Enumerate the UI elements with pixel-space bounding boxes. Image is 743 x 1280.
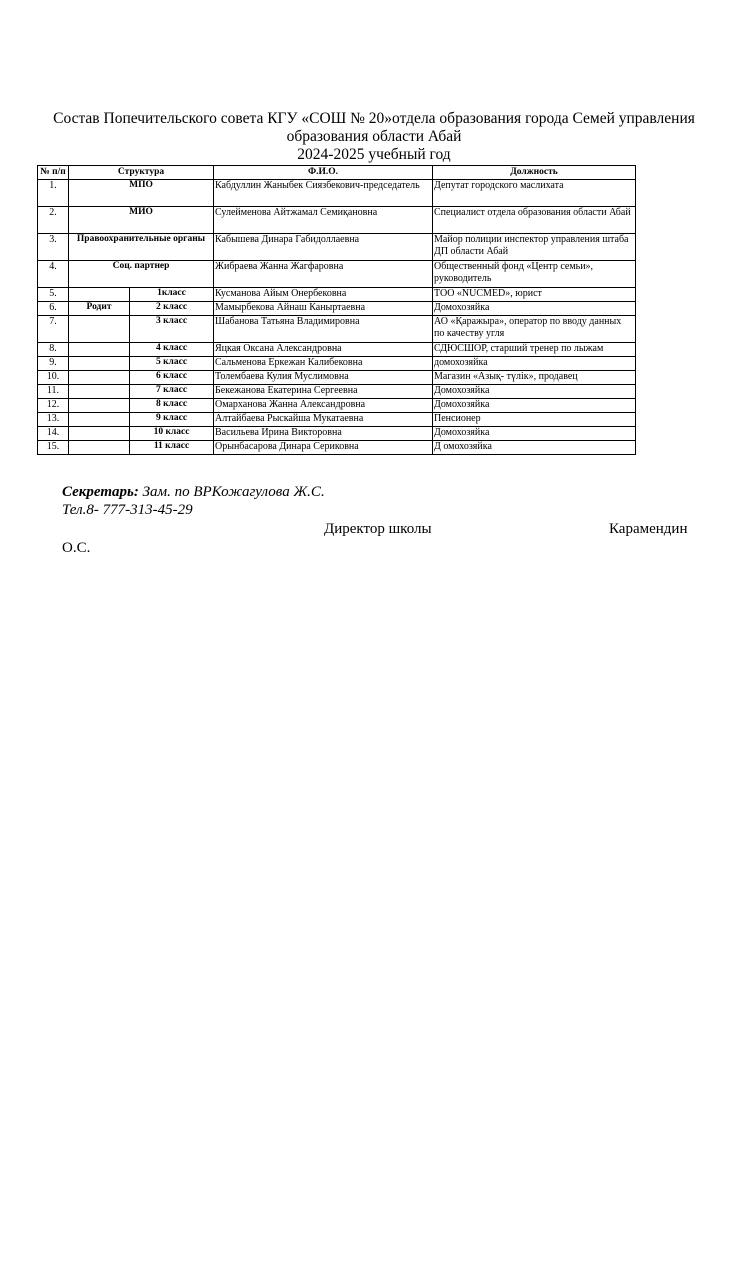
row-position: АО «Қаражыра», оператор по вводу данных по качеству угля	[433, 316, 636, 343]
row-fio: Жибраева Жанна Жагфаровна	[214, 261, 433, 288]
table-row	[38, 288, 636, 302]
header-structure: Структура	[69, 166, 214, 180]
row-number: 11.	[38, 385, 69, 399]
row-group: Родит	[69, 302, 130, 316]
row-fio: Сулейменова Айтжамал Семиқановна	[214, 207, 433, 234]
row-class: 5 класс	[130, 357, 214, 371]
row-number: 10.	[38, 371, 69, 385]
row-group	[69, 343, 130, 357]
table-row	[38, 371, 636, 385]
row-class: 7 класс	[130, 385, 214, 399]
table-row	[38, 302, 636, 316]
secretary-value: Зам. по ВРКожагулова Ж.С.	[138, 484, 325, 500]
row-position: СДЮСШОР, старший тренер по лыжам	[433, 343, 636, 357]
row-number: 3.	[38, 234, 69, 261]
secretary-line	[62, 483, 702, 501]
row-fio: Бекежанова Екатерина Сергеевна	[214, 385, 433, 399]
row-group	[69, 399, 130, 413]
row-number: 14.	[38, 427, 69, 441]
row-number: 9.	[38, 357, 69, 371]
row-class: 8 класс	[130, 399, 214, 413]
document-footer	[62, 483, 702, 519]
row-class: 9 класс	[130, 413, 214, 427]
table-row	[38, 427, 636, 441]
table-row	[38, 399, 636, 413]
header-fio: Ф.И.О.	[214, 166, 433, 180]
row-fio: Васильева Ирина Викторовна	[214, 427, 433, 441]
row-fio: Яцкая Оксана Александровна	[214, 343, 433, 357]
row-fio: Алтайбаева Рыскайша Мукатаевна	[214, 413, 433, 427]
row-group	[69, 441, 130, 455]
row-position: домохозяйка	[433, 357, 636, 371]
row-structure: Правоохранительные органы	[69, 234, 214, 261]
row-position: Домохозяйка	[433, 302, 636, 316]
table-row	[38, 316, 636, 343]
row-position: Специалист отдела образования области Абай	[433, 207, 636, 234]
table-row	[38, 261, 636, 288]
row-structure: МИО	[69, 207, 214, 234]
title-line-3: 2024-2025 учебный год	[297, 146, 451, 163]
row-fio: Толембаева Кулия Муслимовна	[214, 371, 433, 385]
row-group	[69, 413, 130, 427]
row-number: 8.	[38, 343, 69, 357]
table-row	[38, 207, 636, 234]
director-initials: О.С.	[62, 540, 91, 556]
row-class: 10 класс	[130, 427, 214, 441]
row-number: 1.	[38, 180, 69, 207]
row-structure: Соц. партнер	[69, 261, 214, 288]
row-position: Майор полиции инспектор управления штаба ДП области Абай	[433, 234, 636, 261]
title-line-1: Состав Попечительского совета КГУ «СОШ № 20»отдела образования города Семей управления	[53, 110, 695, 127]
row-group	[69, 288, 130, 302]
table-row	[38, 180, 636, 207]
row-class: 1класс	[130, 288, 214, 302]
table-row	[38, 441, 636, 455]
row-number: 2.	[38, 207, 69, 234]
row-fio: Шабанова Татьяна Владимировна	[214, 316, 433, 343]
row-class: 11 класс	[130, 441, 214, 455]
council-table	[37, 165, 636, 455]
row-position: Домохозяйка	[433, 399, 636, 413]
row-position: Депутат городского маслихата	[433, 180, 636, 207]
phone-line: Тел.8- 777-313-45-29	[62, 502, 193, 518]
table-row	[38, 234, 636, 261]
row-group	[69, 385, 130, 399]
row-fio: Мамырбекова Айнаш Канырт​аевна	[214, 302, 433, 316]
table-row	[38, 343, 636, 357]
row-position: Д омохозяйка	[433, 441, 636, 455]
table-row	[38, 357, 636, 371]
header-position: Должность	[433, 166, 636, 180]
row-structure: МПО	[69, 180, 214, 207]
row-class: 2 класс	[130, 302, 214, 316]
row-fio: Кусманова Айым Онербековна	[214, 288, 433, 302]
row-class: 4 класс	[130, 343, 214, 357]
table-row	[38, 385, 636, 399]
row-class: 3 класс	[130, 316, 214, 343]
row-group	[69, 371, 130, 385]
row-position: Пенсионер	[433, 413, 636, 427]
row-position: Магазин «Азық- түлік», продавец	[433, 371, 636, 385]
table-header-row	[38, 166, 636, 180]
row-position: Домохозяйка	[433, 427, 636, 441]
row-position: ТОО «NUCMED», юрист	[433, 288, 636, 302]
row-number: 5.	[38, 288, 69, 302]
row-fio: Сальменова Еркежан Калибековна	[214, 357, 433, 371]
row-position: Домохозяйка	[433, 385, 636, 399]
row-class: 6 класс	[130, 371, 214, 385]
title-line-2: образования области Абай	[286, 128, 462, 145]
header-num: № п/п	[38, 166, 69, 180]
row-number: 12.	[38, 399, 69, 413]
row-number: 6.	[38, 302, 69, 316]
row-fio: Орынбасарова Динара Сериковна	[214, 441, 433, 455]
row-number: 7.	[38, 316, 69, 343]
row-group	[69, 316, 130, 343]
row-number: 15.	[38, 441, 69, 455]
row-number: 13.	[38, 413, 69, 427]
row-group	[69, 427, 130, 441]
row-group	[69, 357, 130, 371]
row-fio: Омарханова Жанна Александровна	[214, 399, 433, 413]
row-fio: Кабдуллин Жаныбек Сиязбекович-председатель	[214, 180, 433, 207]
table-row	[38, 413, 636, 427]
row-number: 4.	[38, 261, 69, 288]
row-fio: Кабышева Динара Габидоллаевна	[214, 234, 433, 261]
secretary-label: Секретарь:	[62, 484, 139, 500]
document-title	[36, 110, 712, 164]
row-position: Общественный фонд «Центр семьи», руководитель	[433, 261, 636, 288]
director-label: Директор школы	[324, 521, 432, 537]
director-surname: Карамендин	[609, 521, 688, 537]
